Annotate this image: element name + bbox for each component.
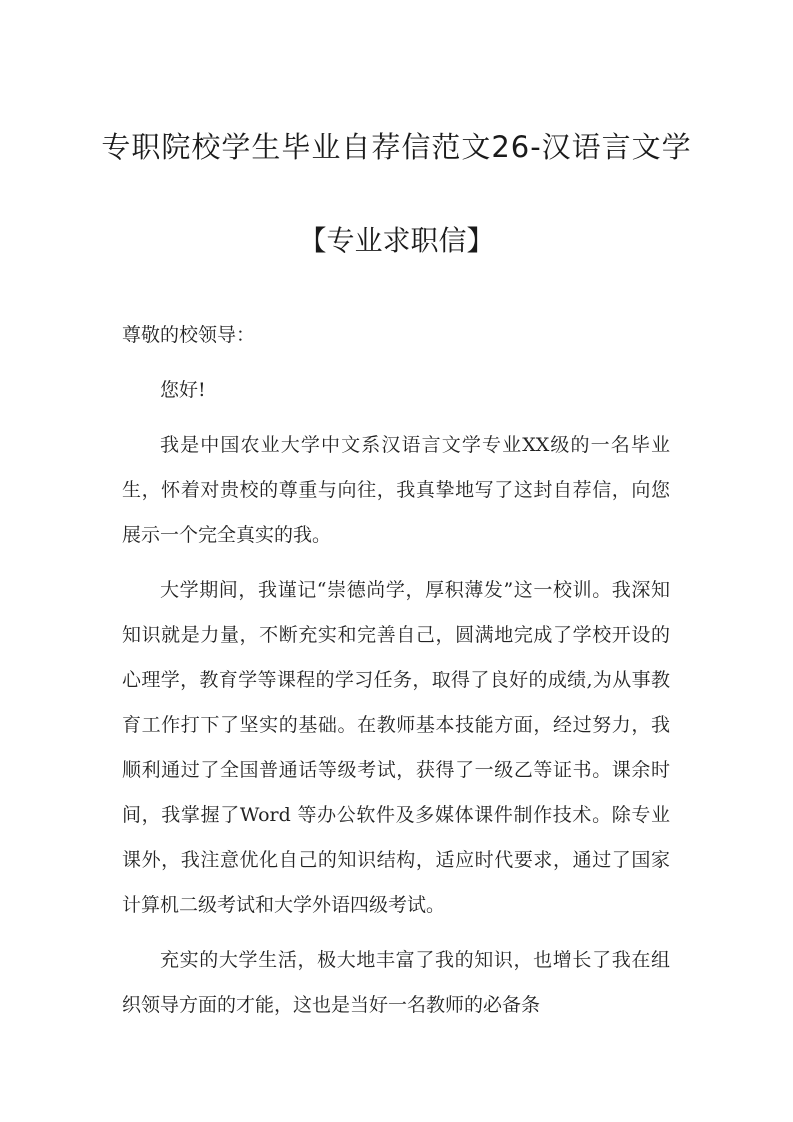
salutation: 尊敬的校领导： xyxy=(122,324,256,346)
document-subtitle: 【专业求职信】 xyxy=(298,224,495,257)
document-body xyxy=(122,313,670,1038)
greeting-paragraph: 您好! xyxy=(160,379,206,401)
life-paragraph: 充实的大学生活，极大地丰富了我的知识，也增长了我在组织领导方面的才能，这也是当好一名教师的必备条 xyxy=(122,949,670,1016)
study-paragraph: 大学期间，我谨记“崇德尚学，厚积薄发”这一校训。我深知知识就是力量，不断充实和完善自己，圆满地完成了学校开设的心理学，教育学等课程的学习任务，取得了良好的成绩,为从事教育工作打下了坚实的基础。在教师基本技能方面，经过努力，我顺利通过了全国普通话等级考试，获得了一级乙等证书。课余时间，我掌握了Word 等办公软件及多媒体课件制作技术。除专业课外，我注意优化自己的知识结构，适应时代要求，通过了国家计算机二级考试和大学外语四级考试。 xyxy=(122,579,670,916)
document-title: 专职院校学生毕业自荐信范文26-汉语言文学 xyxy=(101,130,692,164)
intro-paragraph: 我是中国农业大学中文系汉语言文学专业XX级的一名毕业生，怀着对贵校的尊重与向往，我真挚地写了这封自荐信，向您展示一个完全真实的我。 xyxy=(122,434,670,546)
